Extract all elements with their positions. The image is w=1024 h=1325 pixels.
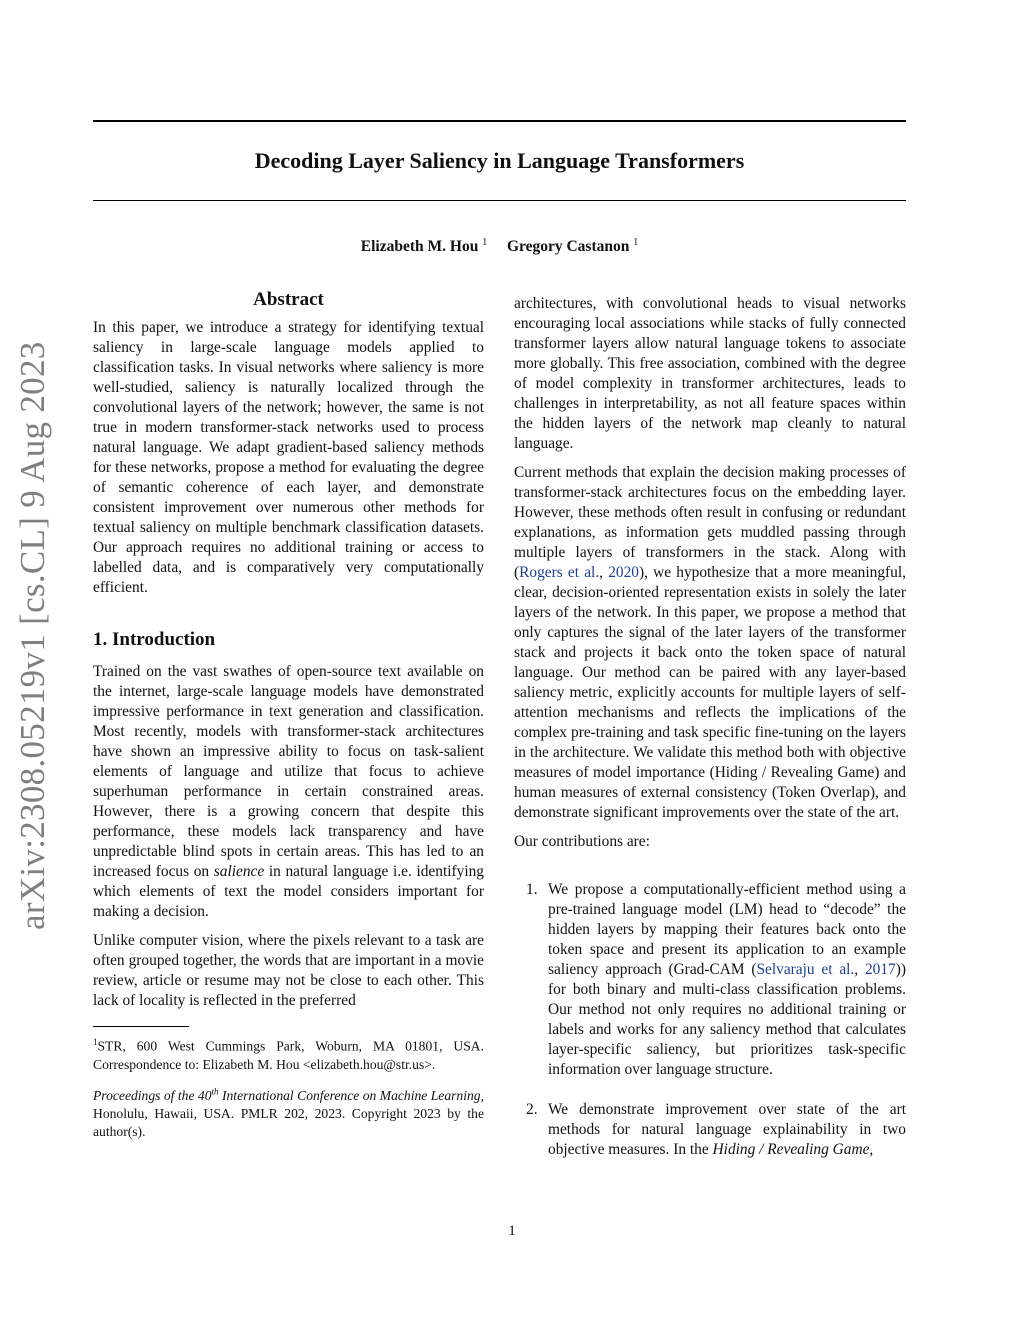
citation-link-rogers[interactable]: Rogers et al. <box>519 564 600 581</box>
proceedings-note: Proceedings of the 40th International Conference on Machine Learning, Honolulu, Hawaii, USA. PMLR 202, 2023. Copyright 2023 by the author(s). <box>93 1086 484 1140</box>
footnote-rule <box>93 1026 189 1027</box>
abstract-text: In this paper, we introduce a strategy for identifying textual saliency in large-scale language models applied to classification tasks. In visual networks where saliency is more well-studied, saliency is naturally localized through the convolutional layers of the network; however, the same is not true in modern transformer-stack networks used to process natural language. We adapt gradient-based saliency methods for these networks, propose a method for evaluating the degree of semantic coherence of each layer, and demonstrate consistent improvement over numerous other methods for textual saliency on multiple benchmark classification datasets. Our approach requires no additional training or access to labelled data, and is comparatively very computationally efficient. <box>93 319 484 596</box>
left-column <box>93 290 484 1150</box>
author-name: Gregory Castanon <box>506 238 630 256</box>
right-paragraph-1: architectures, with convolutional heads to visual networks encouraging local associations while stacks of fully connected transformer layers allow natural language tokens to associate more globally. This free association, combined with the degree of model complexity in transformer architectures, leads to challenges in interpretability, as not all feature spaces within the hidden layers of the network map cleanly to natural language. <box>514 295 906 452</box>
affiliation-footnote: $^1$STR, 600 West Cummings Park, Woburn, MA 01801, USA. Correspondence to: Elizabeth M. Hou <elizabeth.hou@str.us>. <box>93 1037 484 1072</box>
author-list <box>93 237 906 256</box>
intro-paragraph-2: Unlike computer vision, where the pixels relevant to a task are often grouped together, the words that are important in a movie review, article or resume may not be close to each other. This lack of locality is reflected in the preferred <box>93 932 484 1009</box>
title-top-rule <box>93 120 906 122</box>
page-number: 1 <box>508 1223 516 1239</box>
citation-year-link[interactable]: 2017 <box>864 961 896 978</box>
citation-link-selvaraju[interactable]: Selvaraju et al. <box>756 961 855 978</box>
right-paragraph-2: Current methods that explain the decision making processes of transformer-stack architectures focus on the embedding layer. However, these methods often result in confusing or redundant explanations, as information gets muddled passing through multiple layers of transformers in the stack. Along with (Rogers et al., 2020), we hypothesize that a more meaningful, clear, decision-oriented representation exists in solely the later layers of the network. In this paper, we propose a method that only captures the signal of the later layers of the transformer stack and projects it back onto the token space of natural language. Our method can be paired with any layer-based saliency metric, explicitly accounts for multiple layers of self-attention mechanisms and reflects the implications of the complex pre-training and task specific fine-tuning on the layers in the architecture. We validate this method both with objective measures of model importance (Hiding / Revealing Game) and human measures of external consistency (Token Overlap), and demonstrate significant improvements over the state of the art. <box>514 464 906 821</box>
citation-year-link[interactable]: 2020 <box>608 564 639 581</box>
contribution-item: 1. We propose a computationally-efficient method using a pre-trained language model (LM) head to “decode” the hidden layers by mapping their features back onto the token space and present its application to an example saliency approach (Grad-CAM (Selvaraju et al., 2017)) for both binary and multi-class classification problems. Our method not only requires no additional training or labels and works for any saliency method that calculates layer-specific saliency, but prioritizes task-specific information over language structure. <box>526 881 906 1078</box>
contributions-list <box>514 880 906 1160</box>
contribution-item: 2. We demonstrate improvement over state of the art methods for natural language explainability in two objective measures. In the Hiding / Revealing Game, <box>526 1101 906 1158</box>
introduction-heading: 1. Introduction <box>93 629 216 650</box>
abstract-heading: Abstract <box>253 289 324 310</box>
arxiv-side-banner: arXiv:2308.05219v1 [cs.CL] 9 Aug 2023 <box>13 341 52 930</box>
author-name: Elizabeth M. Hou <box>360 238 479 256</box>
right-column <box>514 294 906 1180</box>
intro-paragraph-1: Trained on the vast swathes of open-source text available on the internet, large-scale language models have demonstrated impressive performance in text generation and classification. Most recently, models with transformer-stack architectures have shown an impressive ability to focus on task-salient elements of language and utilize that focus to achieve superhuman performance in certain constrained areas. However, there is a growing concern that despite this performance, these models lack transparency and have unpredictable blind spots in certain areas. This has led to an increased focus on salience in natural language i.e. identifying which elements of text the model considers important for making a decision. <box>93 663 484 920</box>
paper-title: Decoding Layer Saliency in Language Transformers <box>254 148 745 173</box>
author-affiliation-mark: 1 <box>482 237 488 248</box>
contributions-intro: Our contributions are: <box>514 833 650 850</box>
author-affiliation-mark: 1 <box>633 237 639 248</box>
title-bottom-rule <box>93 200 906 201</box>
